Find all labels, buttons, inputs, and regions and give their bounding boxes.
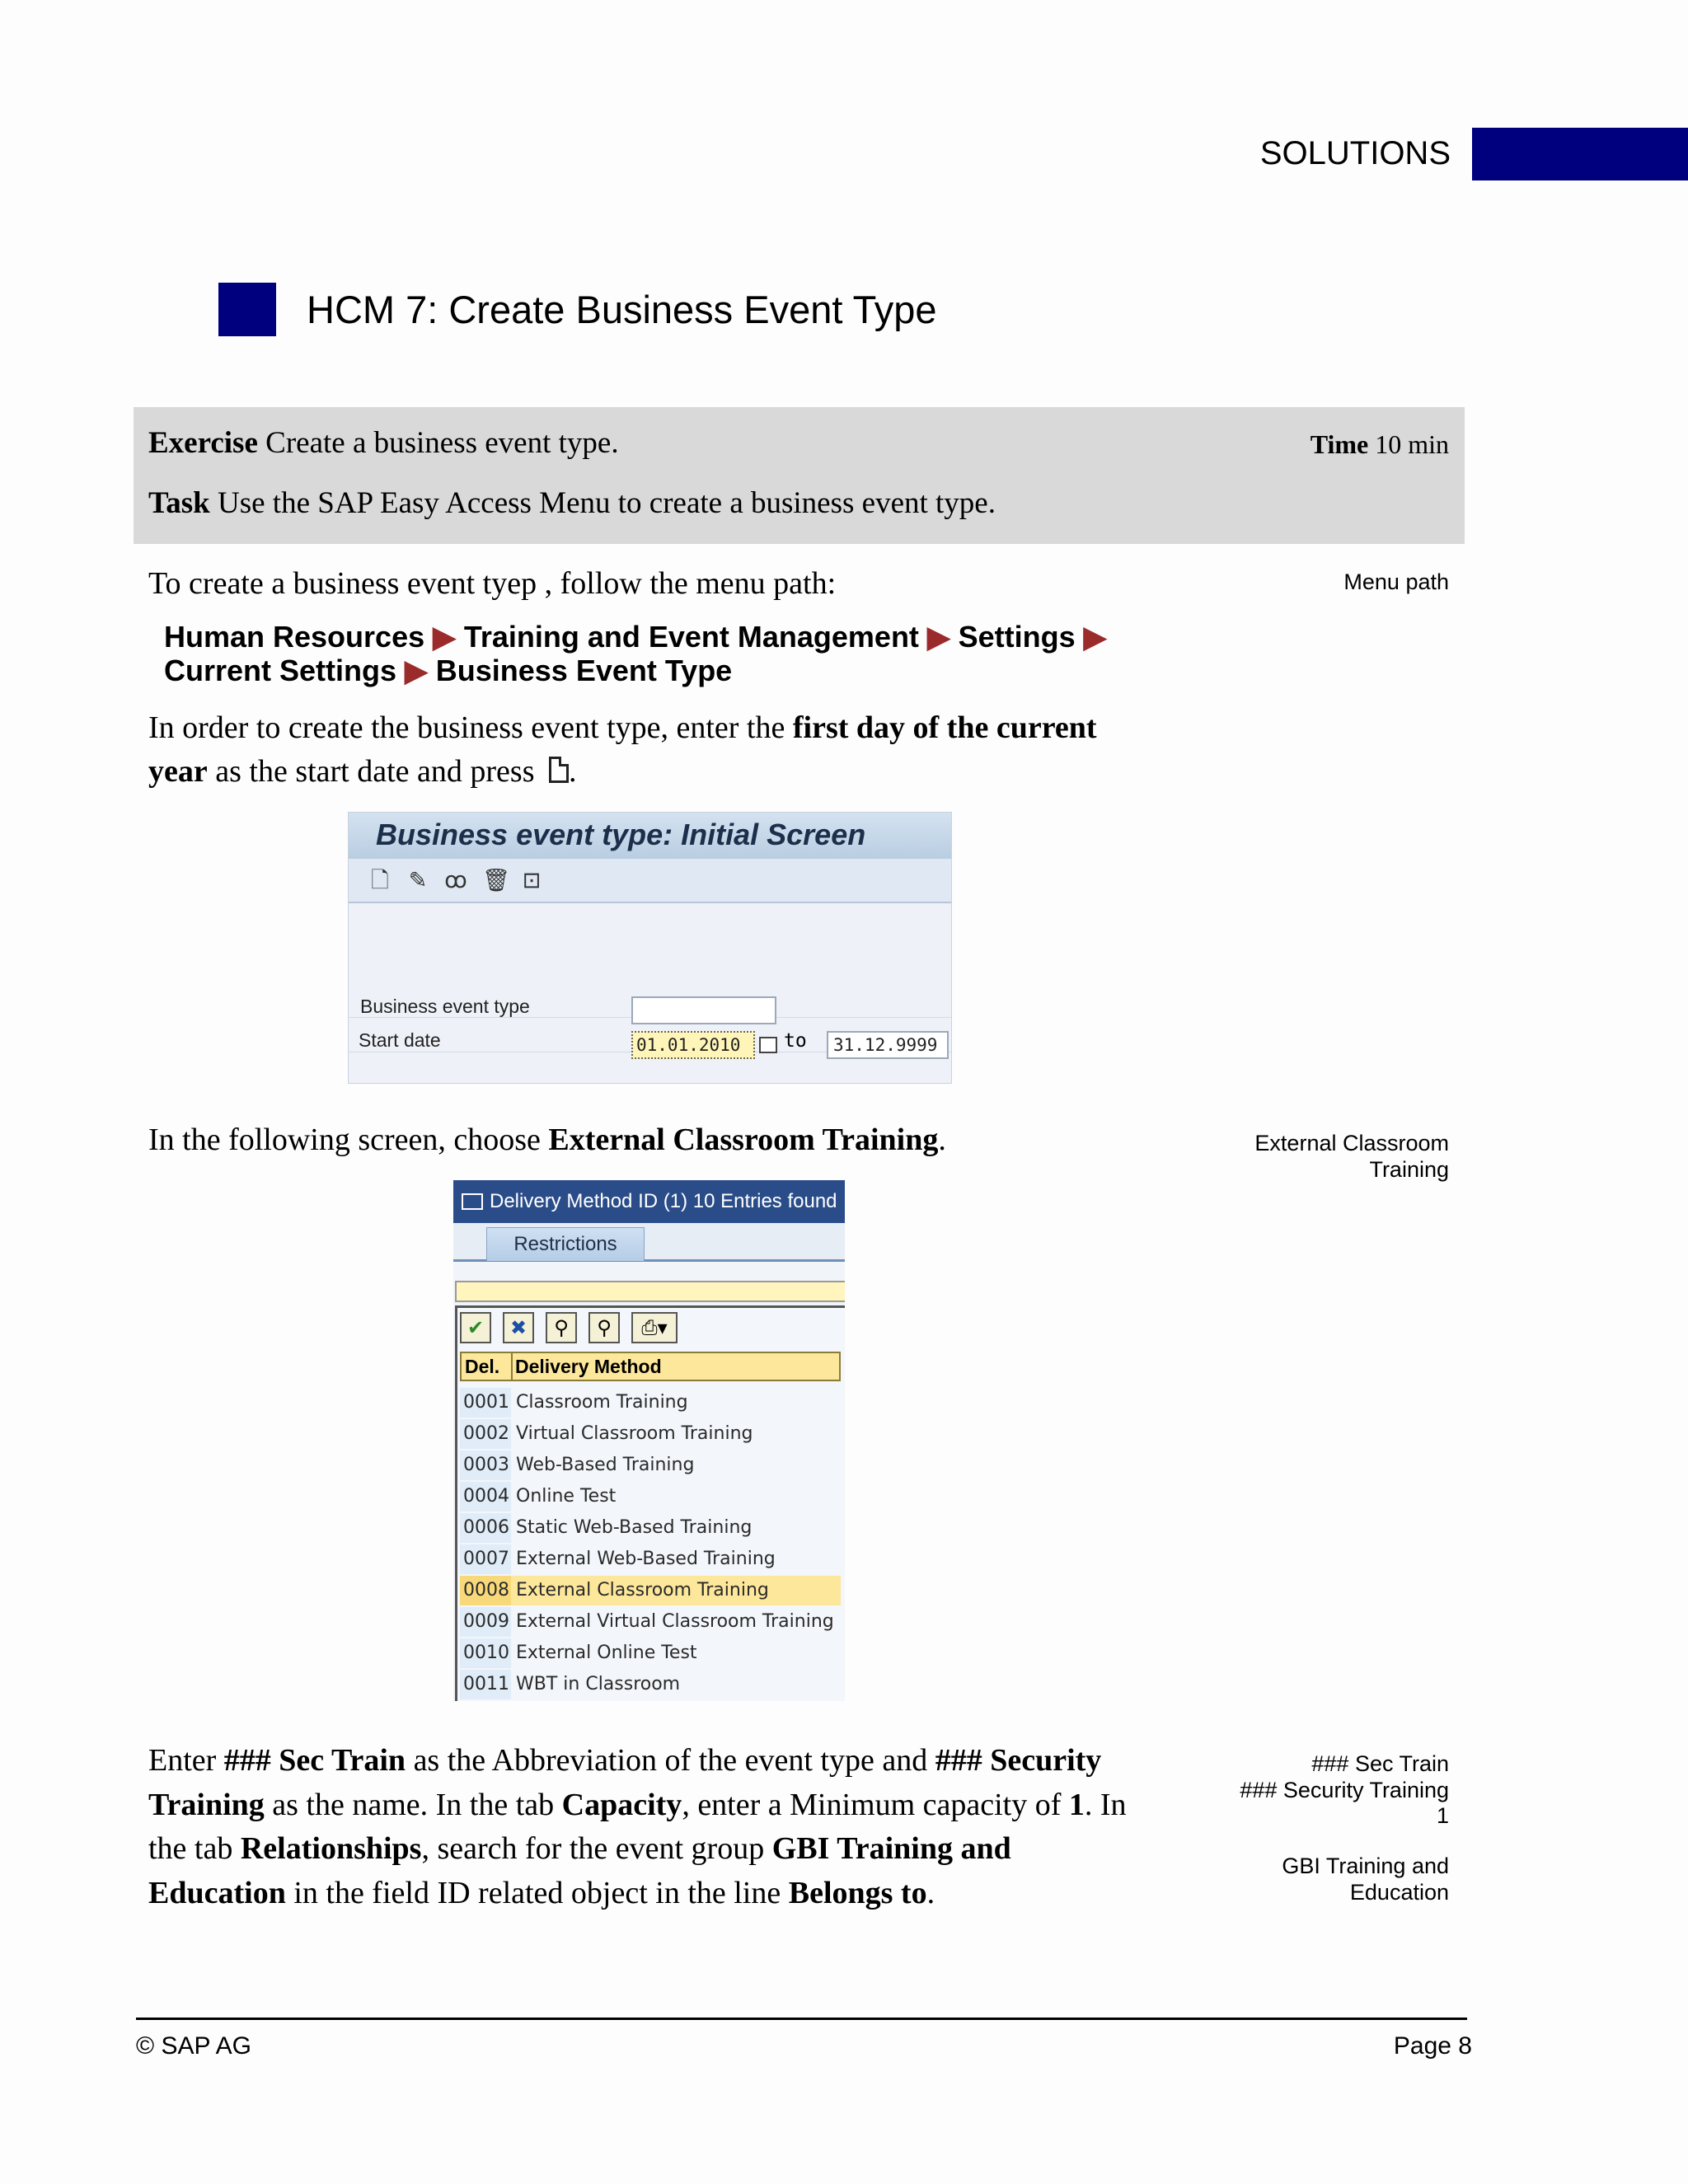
exercise-line: Exercise Create a business event type. [148,426,619,460]
dialog-icon [462,1193,483,1210]
margin-note-external: External Classroom Training [1254,1131,1449,1182]
create-document-icon [549,757,569,783]
label-to: to [784,1030,807,1052]
margin-note: GBI Training and [1282,1854,1449,1878]
start-date-input[interactable]: 01.01.2010 [631,1031,755,1059]
arrow-right-icon: ▶ [926,620,950,654]
label-business-event-type: Business event type [360,996,530,1017]
margin-note: 1 [1436,1803,1449,1828]
margin-note: ### Security Training [1240,1778,1449,1802]
arrow-right-icon: ▶ [405,654,428,687]
table-row[interactable] [460,1513,841,1543]
business-event-type-input[interactable] [631,996,776,1024]
check-icon[interactable]: ✔ [460,1312,491,1343]
sap-title-bar [349,813,951,859]
arrow-right-icon: ▶ [433,620,456,654]
row-key: 0006 [460,1513,511,1543]
calendar-icon[interactable] [759,1037,777,1053]
display-icon[interactable]: ꝏ [444,868,467,893]
find-icon[interactable]: ⚲ [546,1312,577,1343]
column-header-name[interactable]: Delivery Method [515,1356,662,1377]
row-key: 0007 [460,1544,511,1574]
sap-toolbar [349,859,951,903]
table-row[interactable] [460,1670,841,1699]
label-start-date: Start date [359,1029,441,1051]
menu-path-step: Training and Event Management [463,620,919,654]
message-bar [455,1281,845,1302]
column-header-key[interactable]: Del. [465,1356,500,1377]
row-name: Virtual Classroom Training [516,1423,753,1444]
row-name: External Classroom Training [516,1580,769,1601]
create-icon[interactable]: 🗋 [371,868,389,893]
table-row[interactable] [460,1576,841,1605]
row-name: External Virtual Classroom Training [516,1611,834,1632]
row-name: Static Web-Based Training [516,1517,753,1538]
arrow-right-icon: ▶ [1083,620,1107,654]
menu-path-step: Settings [958,620,1076,654]
title-marker [218,283,276,336]
delivery-method-dialog [453,1180,845,1701]
menu-path-step: Human Resources [164,620,425,654]
row-key: 0008 [460,1576,511,1605]
time-line: Time 10 min [1310,429,1449,459]
paragraph-create: In order to create the business event type, enter the first day of the current year as the start date and press . [148,710,1097,789]
row-name: Web-Based Training [516,1455,695,1475]
dialog-title-bar [453,1180,845,1223]
tab-restrictions[interactable]: Restrictions [486,1227,645,1261]
cancel-icon[interactable]: ✖ [503,1312,534,1343]
menu-path-step: Business Event Type [435,654,733,687]
sap-initial-screen [348,812,952,1084]
page-title: HCM 7: Create Business Event Type [307,288,937,331]
grid-header [460,1352,841,1381]
task-line: Task Use the SAP Easy Access Menu to create a business event type. [148,486,996,520]
table-row[interactable] [460,1451,841,1480]
table-row[interactable] [460,1638,841,1668]
row-name: External Web-Based Training [516,1549,776,1569]
footer-rule [136,2018,1467,2020]
table-row[interactable] [460,1419,841,1449]
row-key: 0001 [460,1388,511,1418]
row-key: 0010 [460,1638,511,1668]
table-row[interactable] [460,1482,841,1511]
row-key: 0009 [460,1607,511,1637]
column-separator [511,1353,513,1380]
row-key: 0002 [460,1419,511,1449]
footer-page-number: Page 8 [1393,2032,1472,2060]
margin-note-menu-path: Menu path [1343,569,1449,594]
end-date-input[interactable]: 31.12.9999 [827,1031,949,1059]
print-icon[interactable]: ⎙▾ [631,1312,678,1343]
table-row[interactable] [460,1544,841,1574]
overview-icon[interactable]: ⊡ [522,868,542,893]
change-icon[interactable]: ✎ [408,868,428,893]
delete-icon[interactable]: 🗑 [482,868,511,893]
row-key: 0011 [460,1670,511,1699]
margin-note: Education [1349,1880,1449,1905]
table-row[interactable] [460,1388,841,1418]
row-name: External Online Test [516,1643,697,1663]
dialog-title: Delivery Method ID (1) 10 Entries found [490,1190,837,1212]
row-key: 0004 [460,1482,511,1511]
row-name: WBT in Classroom [516,1674,681,1694]
paragraph-enter: Enter ### Sec Train as the Abbreviation of the event type and ### Security Training as the name. In the tab Capacity, enter a Minimum capacity of 1. In the tab Relationships, search for the event group GBI Training and Education in the field ID related object in the line Belongs to. [148,1743,1127,1910]
sap-screen-title: Business event type: Initial Screen [376,818,866,851]
section-bar [1472,128,1688,180]
menu-path [164,620,1106,687]
row-key: 0003 [460,1451,511,1480]
section-label: SOLUTIONS [1259,135,1451,171]
margin-note: ### Sec Train [1311,1751,1449,1776]
paragraph-following: In the following screen, choose External Classroom Training. [148,1122,946,1157]
menu-path-intro: To create a business event tyep , follow the menu path: [148,566,837,601]
row-name: Online Test [516,1486,617,1507]
menu-path-step: Current Settings [164,654,397,687]
footer-copyright: © SAP AG [136,2032,251,2060]
row-name: Classroom Training [516,1392,688,1413]
find-next-icon[interactable]: ⚲ [588,1312,620,1343]
table-row[interactable] [460,1607,841,1637]
